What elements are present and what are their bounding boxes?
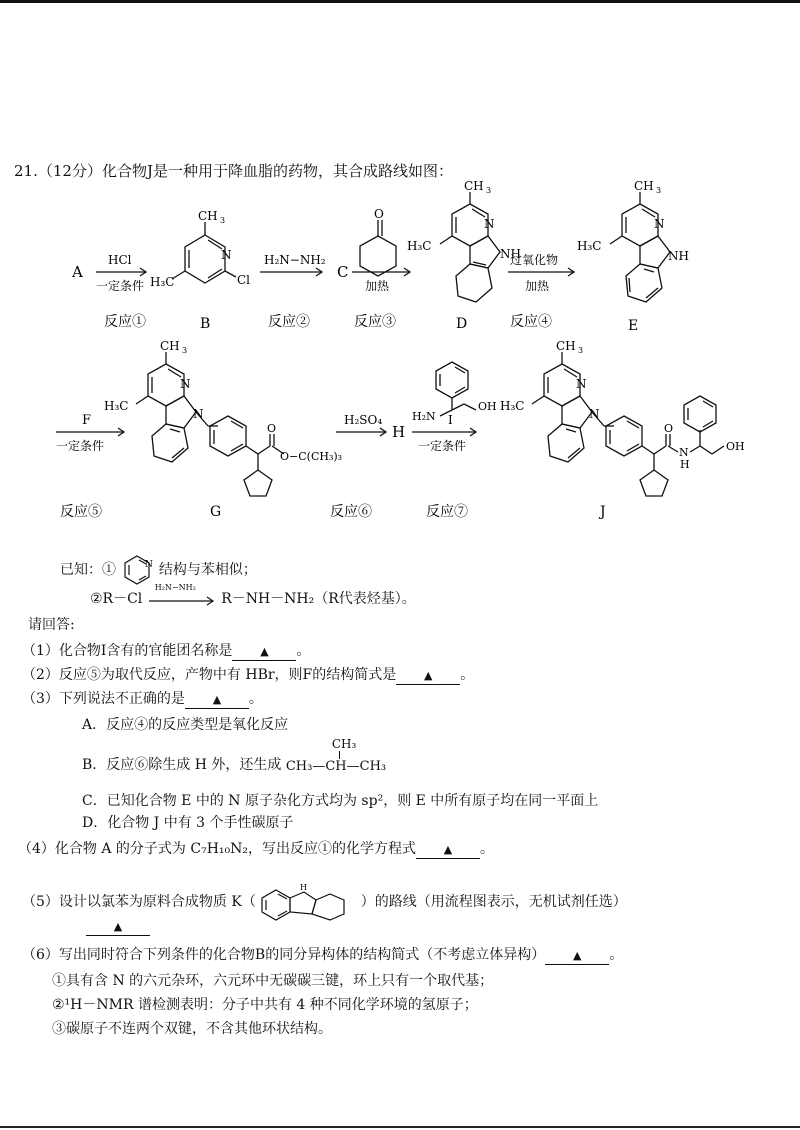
svg-text:3: 3 [182,346,188,355]
svg-text:N: N [145,560,154,570]
I-h2n: H₂N [412,410,436,423]
E-ch3: CH [634,180,654,193]
condition-3: ③碳原子不连两个双键，不含其他环状结构。 [52,1021,332,1037]
compound-J: J [600,504,606,520]
question-2: （2）反应⑤为取代反应，产物中有 HBr，则F的结构简式是 ▲ 。 [22,667,475,683]
svg-text:3: 3 [656,186,662,195]
svg-text:H: H [300,883,308,892]
svg-text:N: N [193,407,204,421]
option-D: D．化合物 J 中有 3 个手性碳原子 [82,815,294,831]
question-4: （4）化合物 A 的分子式为 C₇H₁₀N₂，写出反应①的化学方程式 ▲ 。 [18,841,494,857]
compound-E: E [628,318,639,334]
synthesis-scheme-row2 [0,340,800,530]
J-h3c: H₃C [500,399,525,413]
reagent7-bottom: 一定条件 [418,439,467,453]
reagent4-top: 过氧化物 [510,253,559,267]
reagent5-bottom: 一定条件 [56,439,105,453]
E-n: N [654,217,665,231]
reagent1-bottom: 一定条件 [96,279,145,293]
reaction-7-label: 反应⑦ [426,504,468,520]
question-3: （3）下列说法不正确的是 ▲ 。 [22,691,263,707]
known-line-1 [60,553,257,587]
reaction-3-label: 反应③ [354,314,396,330]
svg-text:3: 3 [220,216,226,225]
answer-blank-5[interactable]: ▲ [86,918,150,936]
compound-G: G [210,504,222,520]
answer-intro: 请回答: [28,617,75,633]
top-border [0,0,800,3]
J-o: O [664,422,674,435]
compound-H: H [392,423,406,441]
J-n: N [576,377,587,391]
question-number: 21. [14,162,38,180]
question-header [14,160,453,181]
svg-text:3: 3 [578,346,584,355]
reaction-5-label: 反应⑤ [60,504,102,520]
reaction-6-label: 反应⑥ [330,504,372,520]
compound-K-structure [260,882,356,922]
condition-1: ①具有含 N 的六元杂环，六元环中无碳碳三键，环上只有一个取代基； [52,973,494,989]
J-oh: OH [726,440,745,453]
compound-A: A [72,263,83,281]
known-line-2: ②R－Cl H₂N−NH₂ R－NH－NH₂（R代表烃基）。 [90,583,416,607]
E-h3c: H₃C [577,239,602,253]
J-h: H [680,458,690,471]
reaction-4-label: 反应④ [510,314,552,330]
svg-text:3: 3 [486,186,492,195]
reaction-2-label: 反应② [268,314,310,330]
question-5-answer [86,918,150,936]
J-ch3: CH [556,340,576,353]
reagent1-top: HCl [108,253,132,267]
pyridine-ring-icon [120,553,154,587]
known-prefix: 已知：① [60,562,116,578]
reagent6-top: H₂SO₄ [344,413,383,427]
answer-blank-1[interactable]: ▲ [232,643,296,661]
question-1: （1）化合物I含有的官能团名称是 ▲ 。 [22,643,311,659]
compound-B: B [200,316,211,332]
D-ch3: CH [464,180,484,193]
G-o1: O [267,422,277,435]
answer-blank-3[interactable]: ▲ [185,691,249,709]
G-ch3: CH [160,340,180,353]
option-A: A．反应④的反应类型是氧化反应 [82,717,289,733]
compound-C: C [337,263,349,281]
bottom-border [0,1126,800,1128]
option-B: B．反应⑥除生成 H 外，还生成 CH₃ CH₃—CH—CH₃ [82,737,387,774]
G-ester: O−C(CH₃)₃ [280,450,343,463]
I-oh: OH [478,400,497,413]
reagent5-top: F [82,413,92,428]
answer-blank-2[interactable]: ▲ [396,667,460,685]
synthesis-scheme-row1 [0,180,800,340]
G-n: N [180,377,191,391]
B-n: N [221,248,232,262]
B-h3c: H₃C [150,275,175,289]
question-5: （5）设计以氯苯为原料合成物质 K（ H ）的路线（用流程图表示，无机试剂任选） [22,882,627,922]
option-C: C．已知化合物 E 中的 N 原子杂化方式均为 sp²，则 E 中所有原子均在同一平面上 [82,793,599,809]
answer-blank-6[interactable]: ▲ [545,947,609,965]
question-score: （12分） [37,162,102,180]
B-cl: Cl [237,273,251,287]
E-nh: NH [668,249,689,263]
question-intro: 化合物J是一种用于降血脂的药物，其合成路线如图： [101,162,453,180]
B-ch3: CH [198,209,218,223]
D-nh: NH [500,247,521,261]
reagent2-top: H₂N−NH₂ [264,253,326,267]
D-h3c: H₃C [407,239,432,253]
J-nh: N [679,446,689,459]
reagent3-bottom: 加热 [365,279,390,293]
known-1-tail: 结构与苯相似； [158,562,257,578]
svg-text:N: N [589,407,600,421]
compound-D: D [456,316,468,332]
condition-2: ②¹H－NMR 谱检测表明：分子中共有 4 种不同化学环境的氢原子； [52,997,478,1013]
ketone-o: O [374,207,384,221]
D-n: N [484,217,495,231]
reagent4-bottom: 加热 [525,279,550,293]
compound-I: I [448,413,453,427]
answer-blank-4[interactable]: ▲ [416,841,480,859]
question-6: （6）写出同时符合下列条件的化合物B的同分异构体的结构简式（不考虑立体异构） ▲ 。 [22,947,624,963]
reaction-1-label: 反应① [104,314,146,330]
G-h3c: H₃C [104,399,129,413]
